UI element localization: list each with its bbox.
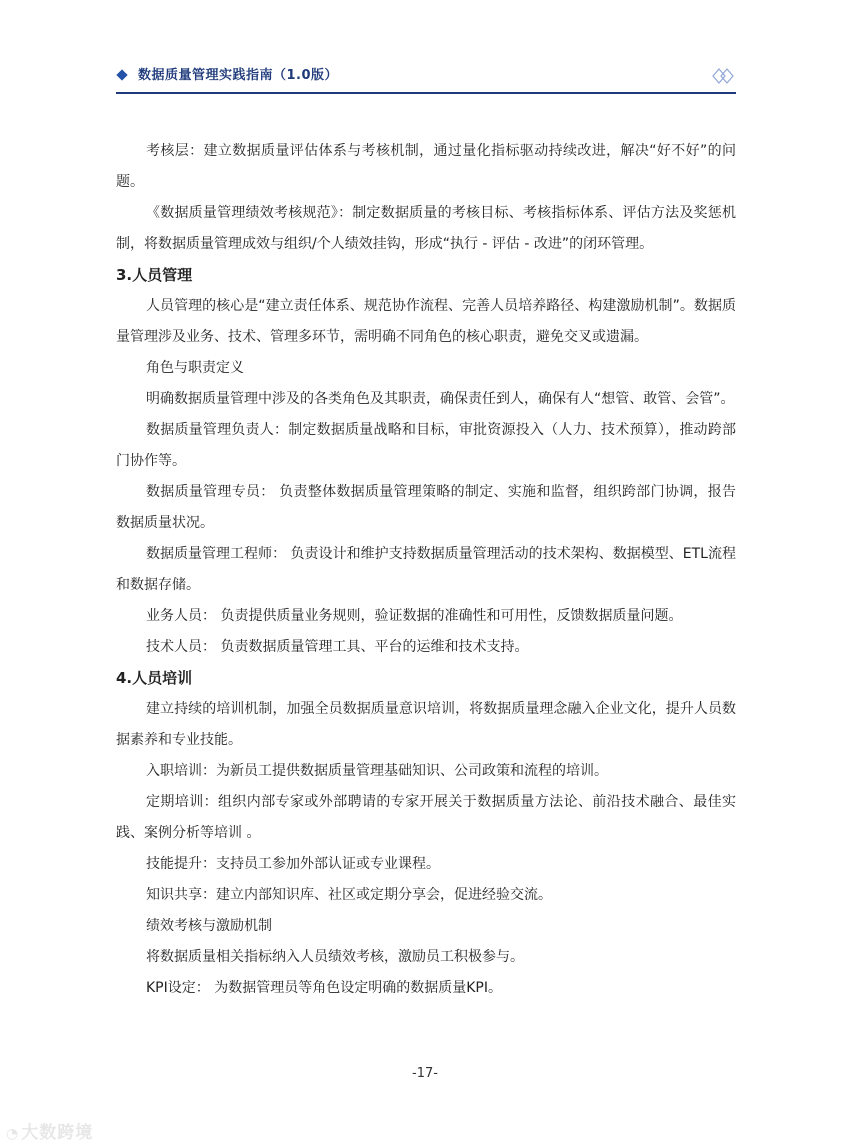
watermark-logo-icon: ◔ bbox=[6, 1126, 20, 1142]
paragraph: 明确数据质量管理中涉及的各类角色及其职责，确保责任到人，确保有人“想管、敢管、会管”。 bbox=[146, 391, 735, 407]
subheading: 绩效考核与激励机制 bbox=[146, 918, 272, 934]
paragraph: 定期培训：组织内部专家或外部聘请的专家开展关于数据质量方法论、前沿技术融合、最佳实践、案例分析等培训 。 bbox=[116, 794, 736, 841]
paragraph: 业务人员： 负责提供质量业务规则，验证数据的准确性和可用性，反馈数据质量问题。 bbox=[146, 608, 683, 624]
paragraph: 建立持续的培训机制，加强全员数据质量意识培训，将数据质量理念融入企业文化，提升人员数据素养和专业技能。 bbox=[116, 701, 736, 748]
paragraph: 人员管理的核心是“建立责任体系、规范协作流程、完善人员培养路径、构建激励机制”。数据质量管理涉及业务、技术、管理多环节，需明确不同角色的核心职责，避免交叉或遗漏。 bbox=[116, 298, 736, 345]
subheading: 角色与职责定义 bbox=[146, 360, 244, 376]
paragraph: 考核层：建立数据质量评估体系与考核机制，通过量化指标驱动持续改进，解决“好不好”的问题。 bbox=[116, 143, 736, 190]
double-diamond-logo-icon bbox=[712, 68, 734, 84]
paragraph: 将数据质量相关指标纳入人员绩效考核，激励员工积极参与。 bbox=[146, 949, 524, 965]
diamond-bullet-icon bbox=[116, 69, 127, 80]
paragraph: 技能提升：支持员工参加外部认证或专业课程。 bbox=[146, 856, 440, 872]
paragraph: 数据质量管理工程师： 负责设计和维护支持数据质量管理活动的技术架构、数据模型、ETL流程和数据存储。 bbox=[116, 546, 736, 593]
watermark-text: 大数跨境 bbox=[21, 1123, 94, 1143]
paragraph: KPI设定： 为数据管理员等角色设定明确的数据质量KPI。 bbox=[146, 980, 502, 996]
paragraph: 入职培训：为新员工提供数据质量管理基础知识、公司政策和流程的培训。 bbox=[146, 763, 608, 779]
paragraph: 知识共享：建立内部知识库、社区或定期分享会，促进经验交流。 bbox=[146, 887, 552, 903]
section-heading: 3.人员管理 bbox=[116, 266, 193, 284]
paragraph: 数据质量管理专员： 负责整体数据质量管理策略的制定、实施和监督，组织跨部门协调，报告数据质量状况。 bbox=[116, 484, 736, 531]
paragraph: 数据质量管理负责人：制定数据质量战略和目标，审批资源投入（人力、技术预算），推动跨部门协作等。 bbox=[116, 422, 736, 469]
section-heading: 4.人员培训 bbox=[116, 669, 193, 687]
page-number: -17- bbox=[412, 1066, 438, 1081]
paragraph: 《数据质量管理绩效考核规范》：制定数据质量的考核目标、考核指标体系、评估方法及奖惩机制，将数据质量管理成效与组织/个人绩效挂钩，形成“执行 - 评估 - 改进”的闭环管理。 bbox=[116, 205, 736, 252]
page-header bbox=[116, 66, 736, 94]
document-title: 数据质量管理实践指南（1.0版） bbox=[138, 68, 339, 83]
document-body bbox=[116, 136, 736, 1004]
paragraph: 技术人员： 负责数据质量管理工具、平台的运维和技术支持。 bbox=[146, 639, 529, 655]
watermark bbox=[6, 1118, 93, 1143]
